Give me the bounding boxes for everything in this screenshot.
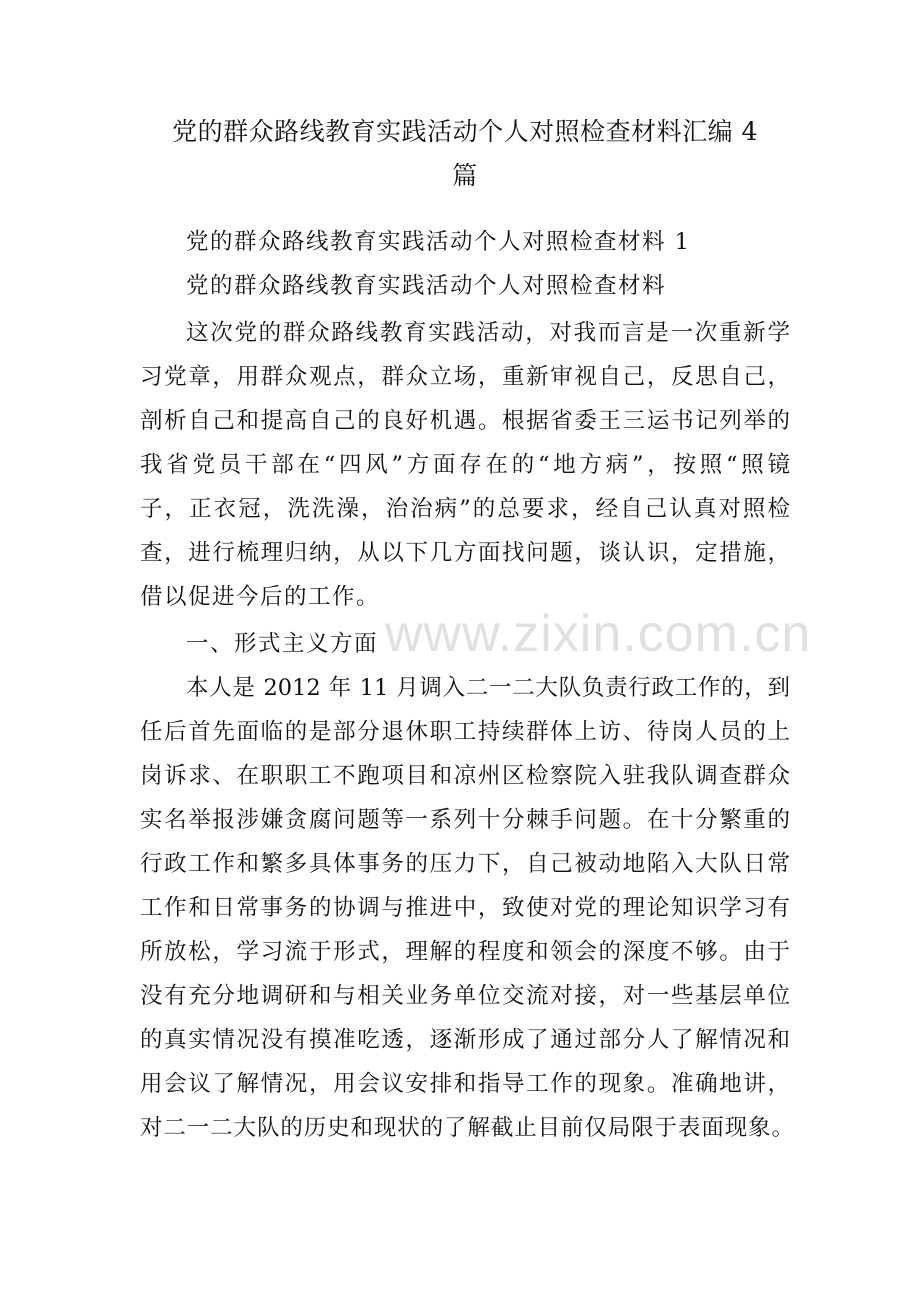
paragraph-line: 岗诉求、在职职工不跑项目和凉州区检察院入驻我队调查群众 [140, 763, 790, 789]
paragraph-line: 剖析自己和提高自己的良好机遇。根据省委王三运书记列举的 [140, 408, 790, 434]
section-heading: 一、形式主义方面 [186, 631, 379, 657]
paragraph-line: 行政工作和繁多具体事务的压力下，自己被动地陷入大队日常 [140, 851, 790, 877]
paragraph-line: 借以促进今后的工作。 [140, 584, 381, 610]
paragraph-line: 没有充分地调研和与相关业务单位交流对接，对一些基层单位 [140, 983, 790, 1009]
subtitle: 党的群众路线教育实践活动个人对照检查材料 1 [186, 229, 691, 255]
section-title: 党的群众路线教育实践活动个人对照检查材料 [186, 273, 667, 299]
paragraph-line: 用会议了解情况，用会议安排和指导工作的现象。准确地讲， [140, 1071, 790, 1097]
paragraph-line: 我省党员干部在“四风”方面存在的“地方病”，按照“照镜 [140, 452, 790, 478]
paragraph-line: 的真实情况没有摸准吃透，逐渐形成了通过部分人了解情况和 [140, 1027, 790, 1053]
document-title-line2: 篇 [452, 161, 478, 190]
document-title-line1: 党的群众路线教育实践活动个人对照检查材料汇编 4 [172, 117, 758, 146]
paragraph-line: 习党章，用群众观点，群众立场，重新审视自己，反思自己， [140, 364, 790, 390]
paragraph-line: 子，正衣冠，洗洗澡，治治病”的总要求，经自己认真对照检 [140, 496, 790, 522]
paragraph-line: 对二一二大队的历史和现状的了解截止目前仅局限于表面现象。 [140, 1115, 794, 1141]
watermark: www.zixin.com.cn [385, 605, 812, 663]
paragraph-line: 查，进行梳理归纳，从以下几方面找问题，谈认识，定措施， [140, 540, 790, 566]
paragraph-line: 任后首先面临的是部分退休职工持续群体上访、待岗人员的上 [140, 719, 790, 745]
paragraph-line: 实名举报涉嫌贪腐问题等一系列十分棘手问题。在十分繁重的 [140, 807, 790, 833]
paragraph-line: 所放松，学习流于形式，理解的程度和领会的深度不够。由于 [140, 939, 790, 965]
paragraph-line: 本人是 2012 年 11 月调入二一二大队负责行政工作的，到 [186, 675, 790, 701]
paragraph-line: 这次党的群众路线教育实践活动，对我而言是一次重新学 [186, 320, 790, 346]
paragraph-line: 工作和日常事务的协调与推进中，致使对党的理论知识学习有 [140, 895, 790, 921]
